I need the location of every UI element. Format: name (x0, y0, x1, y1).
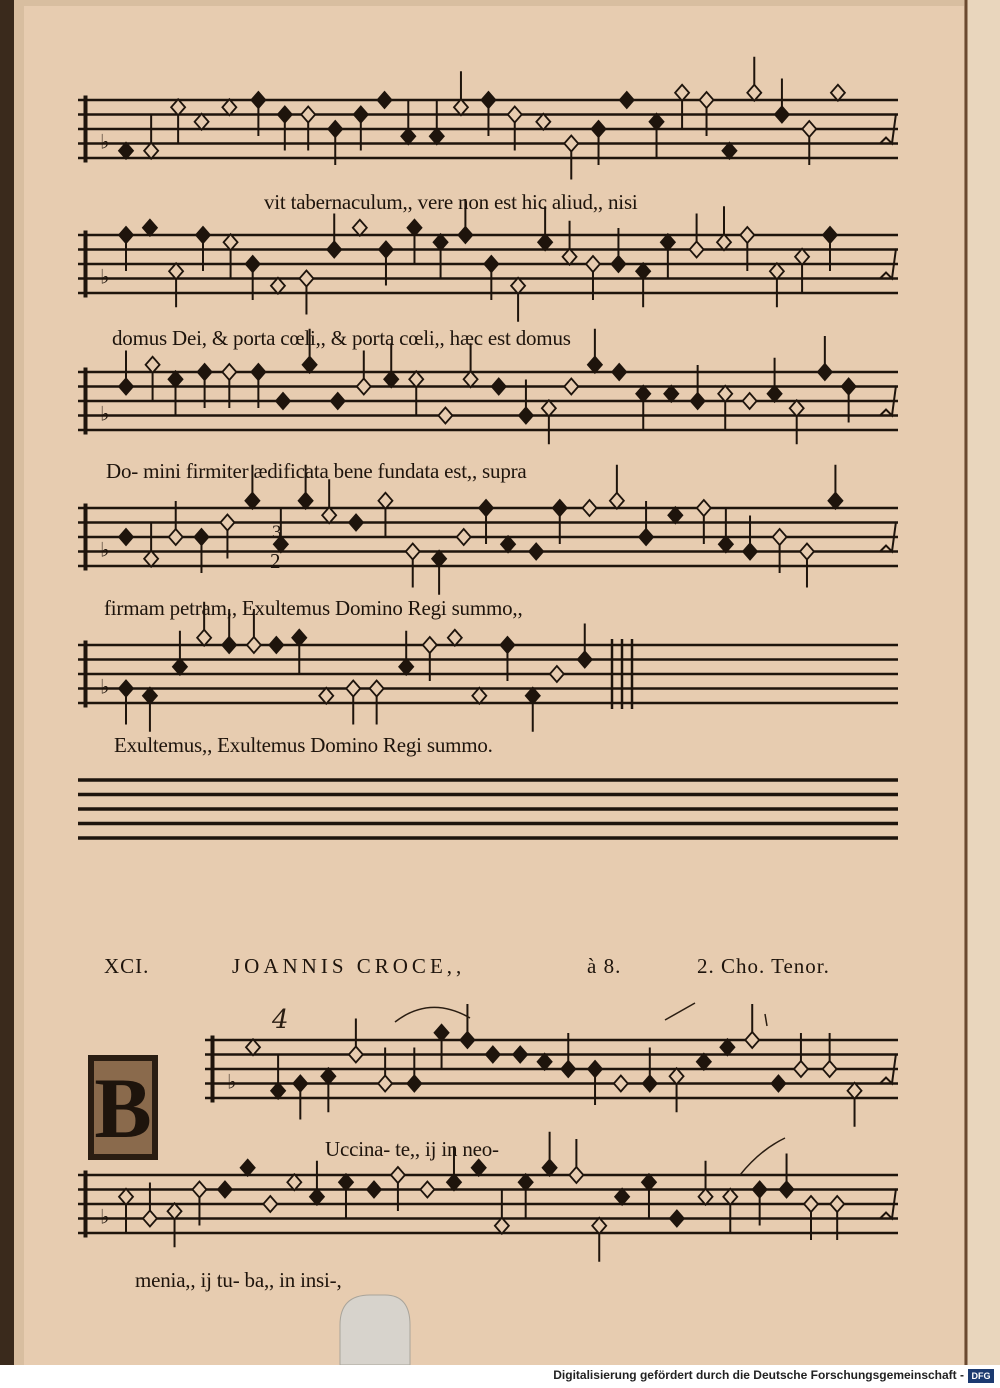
lyric-line-1: vit tabernaculum,, vere non est hic aliud,, nisi (264, 190, 638, 214)
composer-name: JOANNIS CROCE,, (232, 954, 466, 978)
footer-credit: Digitalisierung gefördert durch die Deutsche Forschungsgemeinschaft - (553, 1368, 964, 1382)
clef-mark (84, 504, 87, 570)
flat-sign: ♭ (100, 537, 110, 562)
lyric-second-line-2: menia,, ij tu- ba,, in insi-, (135, 1268, 342, 1292)
lyric-second-line-1: Uccina- te,, ij in neo- (325, 1137, 499, 1161)
flat-sign: ♭ (100, 674, 110, 699)
clef-mark (84, 231, 87, 297)
clef-mark (84, 368, 87, 434)
next-page-edge (966, 0, 1000, 1365)
lyric-line-5: Exultemus,, Exultemus Domino Regi summo. (114, 733, 493, 757)
time-signature-top: 3 (272, 522, 282, 543)
clef-mark (84, 96, 87, 162)
initial-letter: B (94, 1060, 152, 1156)
lyric-line-4: firmam petram,, Exultemus Domino Regi summo,, (104, 596, 523, 620)
clef-mark (211, 1036, 214, 1102)
flat-sign: ♭ (227, 1069, 237, 1094)
decorated-initial (88, 1055, 158, 1160)
voice-count: à 8. (587, 954, 622, 978)
footer-bar (0, 1365, 1000, 1388)
time-signature-bottom: 2 (270, 549, 281, 573)
clef-mark (84, 641, 87, 707)
lyric-line-3: Do- mini firmiter ædificata bene fundata est,, supra (106, 459, 527, 483)
lyric-line-2: domus Dei, & porta cœli,, & porta cœli,, hæc est domus (112, 326, 571, 350)
archive-tab (340, 1295, 410, 1365)
dfg-logo-icon: DFG (968, 1369, 994, 1383)
part-name: 2. Cho. Tenor. (697, 954, 830, 978)
flat-sign: ♭ (100, 264, 110, 289)
flat-sign: ♭ (100, 1204, 110, 1229)
clef-mark (84, 1171, 87, 1237)
handwritten-mark: 4 (272, 1005, 289, 1035)
flat-sign: ♭ (100, 401, 110, 426)
piece-number: XCI. (104, 954, 150, 978)
flat-sign: ♭ (100, 129, 110, 154)
